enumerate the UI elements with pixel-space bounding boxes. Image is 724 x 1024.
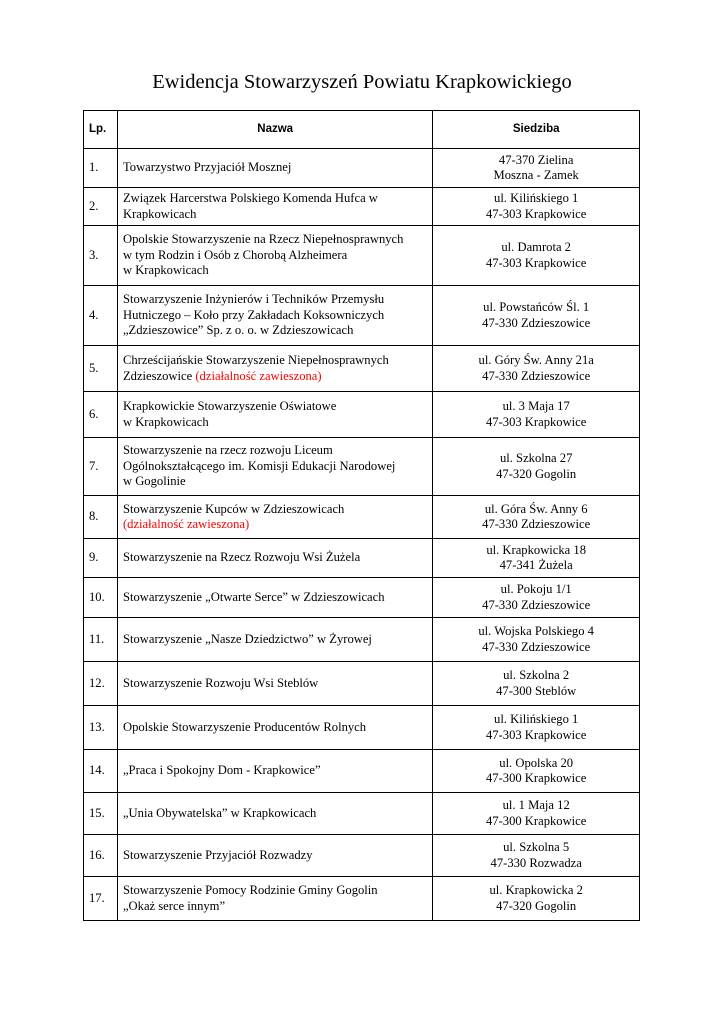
association-name xyxy=(117,226,432,286)
table-row xyxy=(84,496,640,539)
association-seat xyxy=(433,750,640,793)
association-name-line xyxy=(123,763,427,779)
row-number: 8. xyxy=(84,496,118,539)
association-name-text: Towarzystwo Przyjaciół Mosznej xyxy=(122,160,292,175)
seat-address-line: 47-303 Krapkowice xyxy=(485,414,587,429)
seat-address-line: 47-320 Gogolin xyxy=(496,898,577,913)
row-number: 1. xyxy=(84,149,118,188)
association-name-text: w tym Rodzin i Osób z Chorobą Alzheimera xyxy=(122,247,348,262)
row-number: 14. xyxy=(84,750,118,793)
association-name-text: Stowarzyszenie „Otwarte Serce” w Zdzieszowicach xyxy=(122,589,385,604)
association-name-text: „Okaż serce innym” xyxy=(122,898,226,913)
seat-address-line: ul. Opolska 20 xyxy=(499,755,574,770)
row-number: 9. xyxy=(84,539,118,578)
association-name xyxy=(117,877,432,921)
association-name-line xyxy=(123,502,427,518)
seat-address-line: ul. Krapkowicka 18 xyxy=(486,542,587,557)
table-row xyxy=(84,149,640,188)
association-seat xyxy=(433,149,640,188)
association-name-text: Zdzieszowice xyxy=(122,368,196,383)
seat-address-line: ul. 3 Maja 17 xyxy=(502,399,570,413)
association-name-line xyxy=(123,474,427,490)
association-name xyxy=(117,149,432,188)
association-name xyxy=(117,438,432,496)
seat-address-line: 47-330 Zdzieszowice xyxy=(482,639,591,654)
table-row xyxy=(84,392,640,438)
association-seat xyxy=(433,188,640,226)
suspended-status: (działalność zawieszona) xyxy=(122,517,250,531)
association-name-line xyxy=(123,550,427,566)
association-name xyxy=(117,188,432,226)
association-seat xyxy=(433,877,640,921)
association-name-line xyxy=(123,399,427,415)
row-number: 11. xyxy=(84,618,118,662)
page-title: Ewidencja Stowarzyszeń Powiatu Krapkowickiego xyxy=(152,71,572,93)
association-name xyxy=(117,662,432,706)
seat-address-line: 47-330 Zdzieszowice xyxy=(482,517,591,531)
association-name-line xyxy=(123,720,427,736)
seat-address-line: 47-300 Krapkowice xyxy=(485,771,587,785)
row-number: 16. xyxy=(84,835,118,877)
table-row xyxy=(84,539,640,578)
row-number: 13. xyxy=(84,706,118,750)
seat-address-line: 47-303 Krapkowice xyxy=(485,727,587,742)
row-number: 17. xyxy=(84,877,118,921)
association-name-text: Chrześcijańskie Stowarzyszenie Niepełnosprawnych xyxy=(122,353,389,367)
table-row xyxy=(84,750,640,793)
association-name-line xyxy=(123,459,427,475)
column-header-name: Nazwa xyxy=(117,111,432,149)
association-name-text: Opolskie Stowarzyszenie na Rzecz Niepełnosprawnych xyxy=(122,232,404,247)
row-number: 15. xyxy=(84,793,118,835)
seat-address-line: 47-330 Zdzieszowice xyxy=(482,597,591,612)
association-name-line xyxy=(123,517,427,533)
association-name xyxy=(117,750,432,793)
table-row xyxy=(84,286,640,346)
seat-address-line: 47-303 Krapkowice xyxy=(485,206,587,221)
association-name-text: Opolskie Stowarzyszenie Producentów Rolnych xyxy=(122,719,367,734)
seat-address-line: ul. Krapkowicka 2 xyxy=(489,883,583,897)
column-header-seat: Siedziba xyxy=(433,111,640,149)
seat-address-line: 47-330 Rozwadza xyxy=(490,855,582,870)
association-name-line xyxy=(123,590,427,606)
seat-address-line: 47-370 Zielina xyxy=(498,152,574,167)
row-number: 7. xyxy=(84,438,118,496)
association-name-line xyxy=(123,160,427,176)
association-name-line xyxy=(123,323,427,339)
seat-address-line: 47-303 Krapkowice xyxy=(485,255,587,270)
association-name xyxy=(117,835,432,877)
association-name xyxy=(117,578,432,618)
association-name-text: w Krapkowicach xyxy=(122,414,209,429)
association-name-line xyxy=(123,632,427,648)
seat-address-line: 47-341 Żużela xyxy=(499,558,573,572)
association-name-text: Stowarzyszenie Przyjaciół Rozwadzy xyxy=(122,847,313,862)
seat-address-line: ul. Damrota 2 xyxy=(501,240,571,254)
table-row xyxy=(84,793,640,835)
association-name xyxy=(117,618,432,662)
association-name-line xyxy=(123,899,427,915)
association-name-line xyxy=(123,191,427,207)
seat-address-line: 47-330 Zdzieszowice xyxy=(482,368,591,383)
table-row xyxy=(84,835,640,877)
association-name xyxy=(117,706,432,750)
association-seat xyxy=(433,346,640,392)
seat-address-line: ul. Góra Św. Anny 6 xyxy=(484,501,588,516)
association-name-line xyxy=(123,308,427,324)
association-name-text: „Unia Obywatelska” w Krapkowicach xyxy=(122,805,317,820)
seat-address-line: ul. Pokoju 1/1 xyxy=(500,582,572,596)
association-name-text: Ogólnokształcącego im. Komisji Edukacji Narodowej xyxy=(122,458,396,473)
association-name-text: Stowarzyszenie Kupców w Zdzieszowicach xyxy=(122,501,345,516)
seat-address-line: 47-320 Gogolin xyxy=(496,466,577,481)
association-seat xyxy=(433,226,640,286)
association-name-line xyxy=(123,263,427,279)
seat-address-line: 47-300 Krapkowice xyxy=(485,813,587,828)
seat-address-line: ul. Szkolna 2 xyxy=(503,668,570,682)
suspended-status: (działalność zawieszona) xyxy=(195,368,322,383)
association-name-line xyxy=(123,806,427,822)
association-seat xyxy=(433,793,640,835)
seat-address-line: ul. Powstańców Śl. 1 xyxy=(483,300,590,314)
association-name-line xyxy=(123,207,427,223)
table-row xyxy=(84,188,640,226)
association-seat xyxy=(433,578,640,618)
association-name-line xyxy=(123,443,427,459)
row-number: 5. xyxy=(84,346,118,392)
association-name-text: „Zdzieszowice” Sp. z o. o. w Zdzieszowicach xyxy=(122,323,354,338)
table-row xyxy=(84,618,640,662)
table-row xyxy=(84,877,640,921)
row-number: 2. xyxy=(84,188,118,226)
row-number: 3. xyxy=(84,226,118,286)
association-name-text: „Praca i Spokojny Dom - Krapkowice” xyxy=(122,763,321,778)
association-name xyxy=(117,286,432,346)
association-name-line xyxy=(123,883,427,899)
association-name-text: Hutniczego – Koło przy Zakładach Koksowniczych xyxy=(122,307,385,322)
association-name xyxy=(117,346,432,392)
table-row xyxy=(84,438,640,496)
association-seat xyxy=(433,438,640,496)
row-number: 12. xyxy=(84,662,118,706)
seat-address-line: 47-300 Steblów xyxy=(496,683,577,698)
association-name-text: Stowarzyszenie Rozwoju Wsi Steblów xyxy=(122,675,319,690)
association-name-line xyxy=(123,248,427,264)
association-name-text: Stowarzyszenie „Nasze Dziedzictwo” w Żyrowej xyxy=(122,631,372,646)
seat-address-line: ul. Kilińskiego 1 xyxy=(494,191,579,205)
seat-address-line: ul. Wojska Polskiego 4 xyxy=(478,624,594,638)
association-name-line xyxy=(123,848,427,864)
column-header-lp: Lp. xyxy=(84,111,118,149)
association-seat xyxy=(433,539,640,578)
table-row xyxy=(84,662,640,706)
row-number: 6. xyxy=(84,392,118,438)
seat-address-line: ul. Góry Św. Anny 21a xyxy=(478,353,594,367)
seat-address-line: Moszna - Zamek xyxy=(493,168,579,182)
association-seat xyxy=(433,662,640,706)
association-name-line xyxy=(123,369,427,385)
association-name-line xyxy=(123,292,427,308)
association-seat xyxy=(433,286,640,346)
row-number: 4. xyxy=(84,286,118,346)
association-name xyxy=(117,496,432,539)
association-name-text: w Gogolinie xyxy=(122,474,186,489)
association-name-text: Związek Harcerstwa Polskiego Komenda Hufca w xyxy=(122,191,378,205)
association-name-line xyxy=(123,353,427,369)
seat-address-line: 47-330 Zdzieszowice xyxy=(482,315,591,330)
table-row xyxy=(84,346,640,392)
table-row xyxy=(84,226,640,286)
association-name-text: Stowarzyszenie na Rzecz Rozwoju Wsi Żużela xyxy=(122,550,361,565)
seat-address-line: ul. Szkolna 5 xyxy=(503,840,570,854)
association-name-text: Krapkowickie Stowarzyszenie Oświatowe xyxy=(122,399,337,413)
association-seat xyxy=(433,392,640,438)
association-seat xyxy=(433,706,640,750)
association-name-text: Stowarzyszenie Pomocy Rodzinie Gminy Gogolin xyxy=(122,883,378,897)
association-name xyxy=(117,539,432,578)
association-name-line xyxy=(123,415,427,431)
association-name-text: w Krapkowicach xyxy=(122,263,209,278)
table-row xyxy=(84,706,640,750)
seat-address-line: ul. Kilińskiego 1 xyxy=(494,712,579,726)
association-name-line xyxy=(123,676,427,692)
association-name-line xyxy=(123,232,427,248)
association-name-text: Stowarzyszenie na rzecz rozwoju Liceum xyxy=(122,443,333,458)
association-seat xyxy=(433,496,640,539)
association-name xyxy=(117,793,432,835)
table-row xyxy=(84,578,640,618)
associations-table xyxy=(83,110,640,921)
row-number: 10. xyxy=(84,578,118,618)
association-name xyxy=(117,392,432,438)
seat-address-line: ul. Szkolna 27 xyxy=(499,451,573,465)
association-name-text: Krapkowicach xyxy=(122,206,197,221)
seat-address-line: ul. 1 Maja 12 xyxy=(502,798,570,812)
association-seat xyxy=(433,835,640,877)
association-name-text: Stowarzyszenie Inżynierów i Techników Przemysłu xyxy=(122,292,385,307)
association-seat xyxy=(433,618,640,662)
table-header-row xyxy=(84,111,640,149)
